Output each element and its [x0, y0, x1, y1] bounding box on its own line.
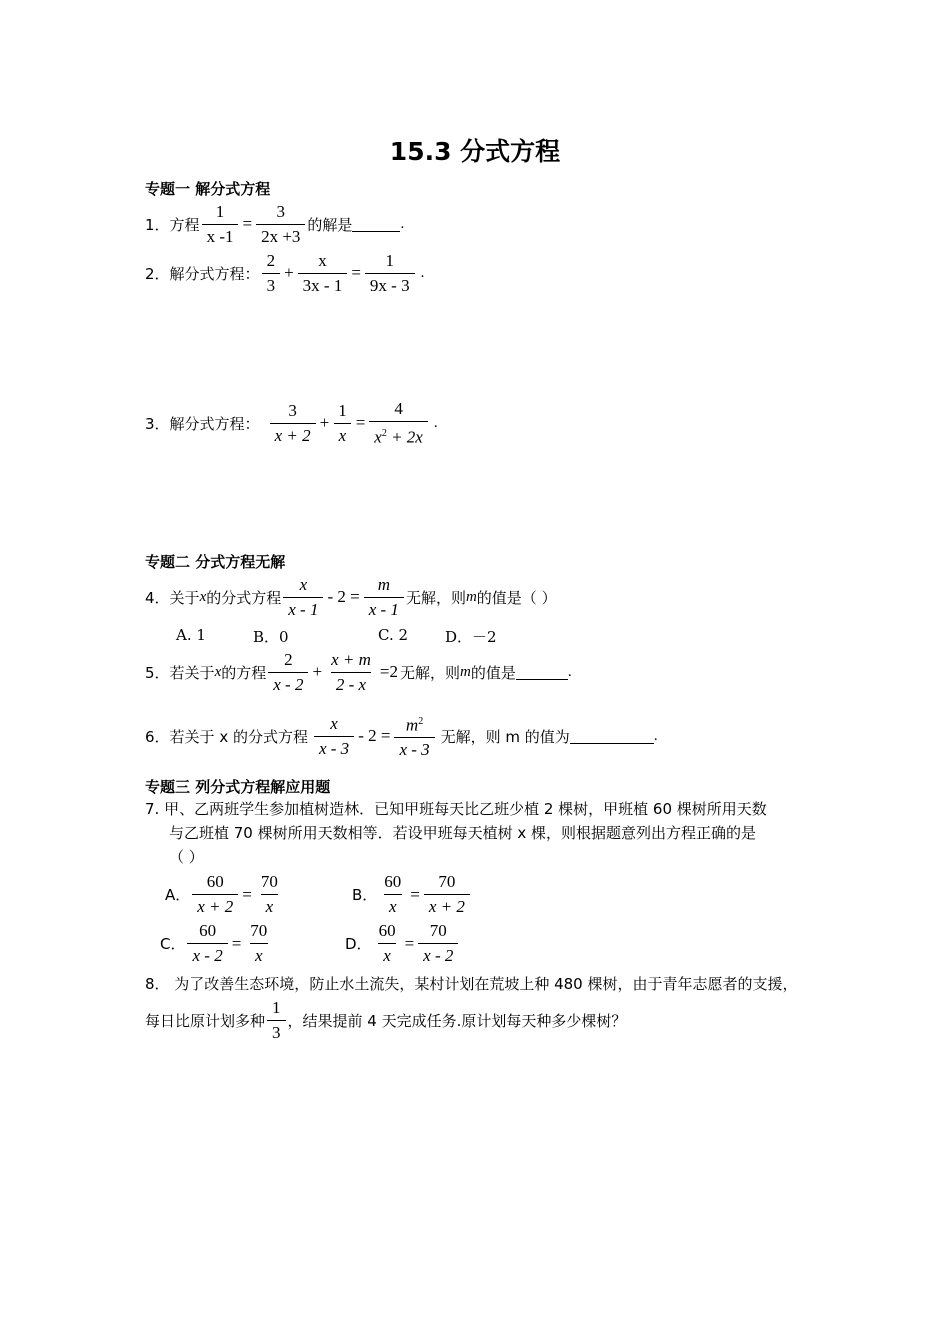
question-2: 2． 解分式方程： $\frac{2}{3}$ + $\frac{x}{3x - 1}$ = $\frac{1}{9x - 3}$ .	[145, 250, 425, 295]
question-8-line-1: 8． 为了改善生态环境，防止水土流失，某村计划在荒坡上种 480 棵树，由于青年志愿者的支援，	[145, 975, 798, 993]
q7-option-d: D． $\frac{60}{x}$ = $\frac{70}{x - 2}$	[345, 921, 460, 966]
answer-blank	[516, 665, 568, 680]
answer-blank	[570, 729, 654, 744]
q6-fraction-1: $\frac{x}{x - 3}$	[314, 714, 354, 759]
question-8-line-2: 每日比原计划多种 $\frac{1}{3}$ ，结果提前 4 天完成任务.原计划每天种多少棵树？	[145, 997, 627, 1042]
q3-fraction-1: $\frac{3}{x + 2}$	[270, 401, 316, 446]
q3-fraction-3: $\frac{4}{x^2 + 2x}$	[369, 399, 428, 448]
question-4: 4． 关于 x 的分式方程 $\frac{x}{x - 1}$ - 2 = $\frac{m}{x - 1}$ 无解，则 m 的值是（ ）	[145, 574, 557, 619]
q4-fraction-1: $\frac{x}{x - 1}$	[283, 575, 323, 620]
answer-blank	[352, 217, 400, 232]
q5-fraction-2: $\frac{x + m}{2 - x}$	[331, 649, 371, 694]
q7-option-b: B． $\frac{60}{x}$ = $\frac{70}{x + 2}$	[352, 872, 472, 917]
q1-number: 1．	[145, 215, 170, 234]
question-7: 7. 甲、乙两班学生参加植树造林．已知甲班每天比乙班少植 2 棵树，甲班植 60 棵树所用天数 与乙班植 70 棵树所用天数相等．若设甲班每天植树 x 棵，则根据题意列出方程正确的是 （ ）	[145, 800, 767, 866]
q4-option-d: D．－2	[445, 628, 497, 646]
q4-option-b: B．0	[253, 628, 289, 646]
q4-option-c: C. 2	[378, 626, 409, 644]
question-1: 1． 方程 $\frac{1}{x -1}$ = $\frac{3}{2x +3}$ 的解是 .	[145, 201, 405, 246]
q3-fraction-2: $\frac{1}{x}$	[333, 401, 352, 446]
q2-number: 2．	[145, 264, 170, 283]
q7-option-c: C． $\frac{60}{x - 2}$ = $\frac{70}{x}$	[160, 921, 268, 965]
q6-fraction-2: $\frac{m^2}{x - 3}$	[394, 712, 434, 761]
q3-prefix: 解分式方程：	[169, 414, 260, 433]
q4-option-a: A. 1	[176, 626, 206, 644]
q1-fraction-1: $\frac{1}{x -1}$	[202, 202, 239, 247]
q2-fraction-1: $\frac{2}{3}$	[262, 251, 281, 296]
q2-fraction-3: $\frac{1}{9x - 3}$	[365, 251, 415, 296]
section-heading-1: 专题一 解分式方程	[145, 180, 271, 198]
section-heading-2: 专题二 分式方程无解	[145, 553, 286, 571]
question-3: 3． 解分式方程： $\frac{3}{x + 2}$ + $\frac{1}{x}$ = $\frac{4}{x^2 + 2x}$ .	[145, 398, 438, 447]
q3-number: 3．	[145, 414, 170, 433]
question-5: 5． 若关于 x 的方程 $\frac{2}{x - 2}$ + $\frac{x + m}{2 - x}$ =2 无解，则 m 的值是 .	[145, 649, 572, 694]
question-6: 6． 若关于 x 的分式方程 $\frac{x}{x - 3}$ - 2 = $\frac{m^2}{x - 3}$ 无解，则 m 的值为 .	[145, 713, 658, 760]
q5-fraction-1: $\frac{2}{x - 2}$	[268, 650, 308, 695]
q1-fraction-2: $\frac{3}{2x +3}$	[256, 202, 305, 247]
q4-fraction-2: $\frac{m}{x - 1}$	[364, 575, 404, 620]
q2-prefix: 解分式方程：	[169, 264, 260, 283]
q1-prefix: 方程	[169, 215, 200, 234]
q7-option-a: A． $\frac{60}{x + 2}$ = $\frac{70}{x}$	[165, 872, 278, 916]
q2-fraction-2: $\frac{x}{3x - 1}$	[298, 251, 348, 296]
q1-suffix: 的解是	[307, 215, 353, 234]
section-heading-3: 专题三 列分式方程解应用题	[145, 778, 331, 796]
page-title: 15.3 分式方程	[389, 137, 561, 166]
